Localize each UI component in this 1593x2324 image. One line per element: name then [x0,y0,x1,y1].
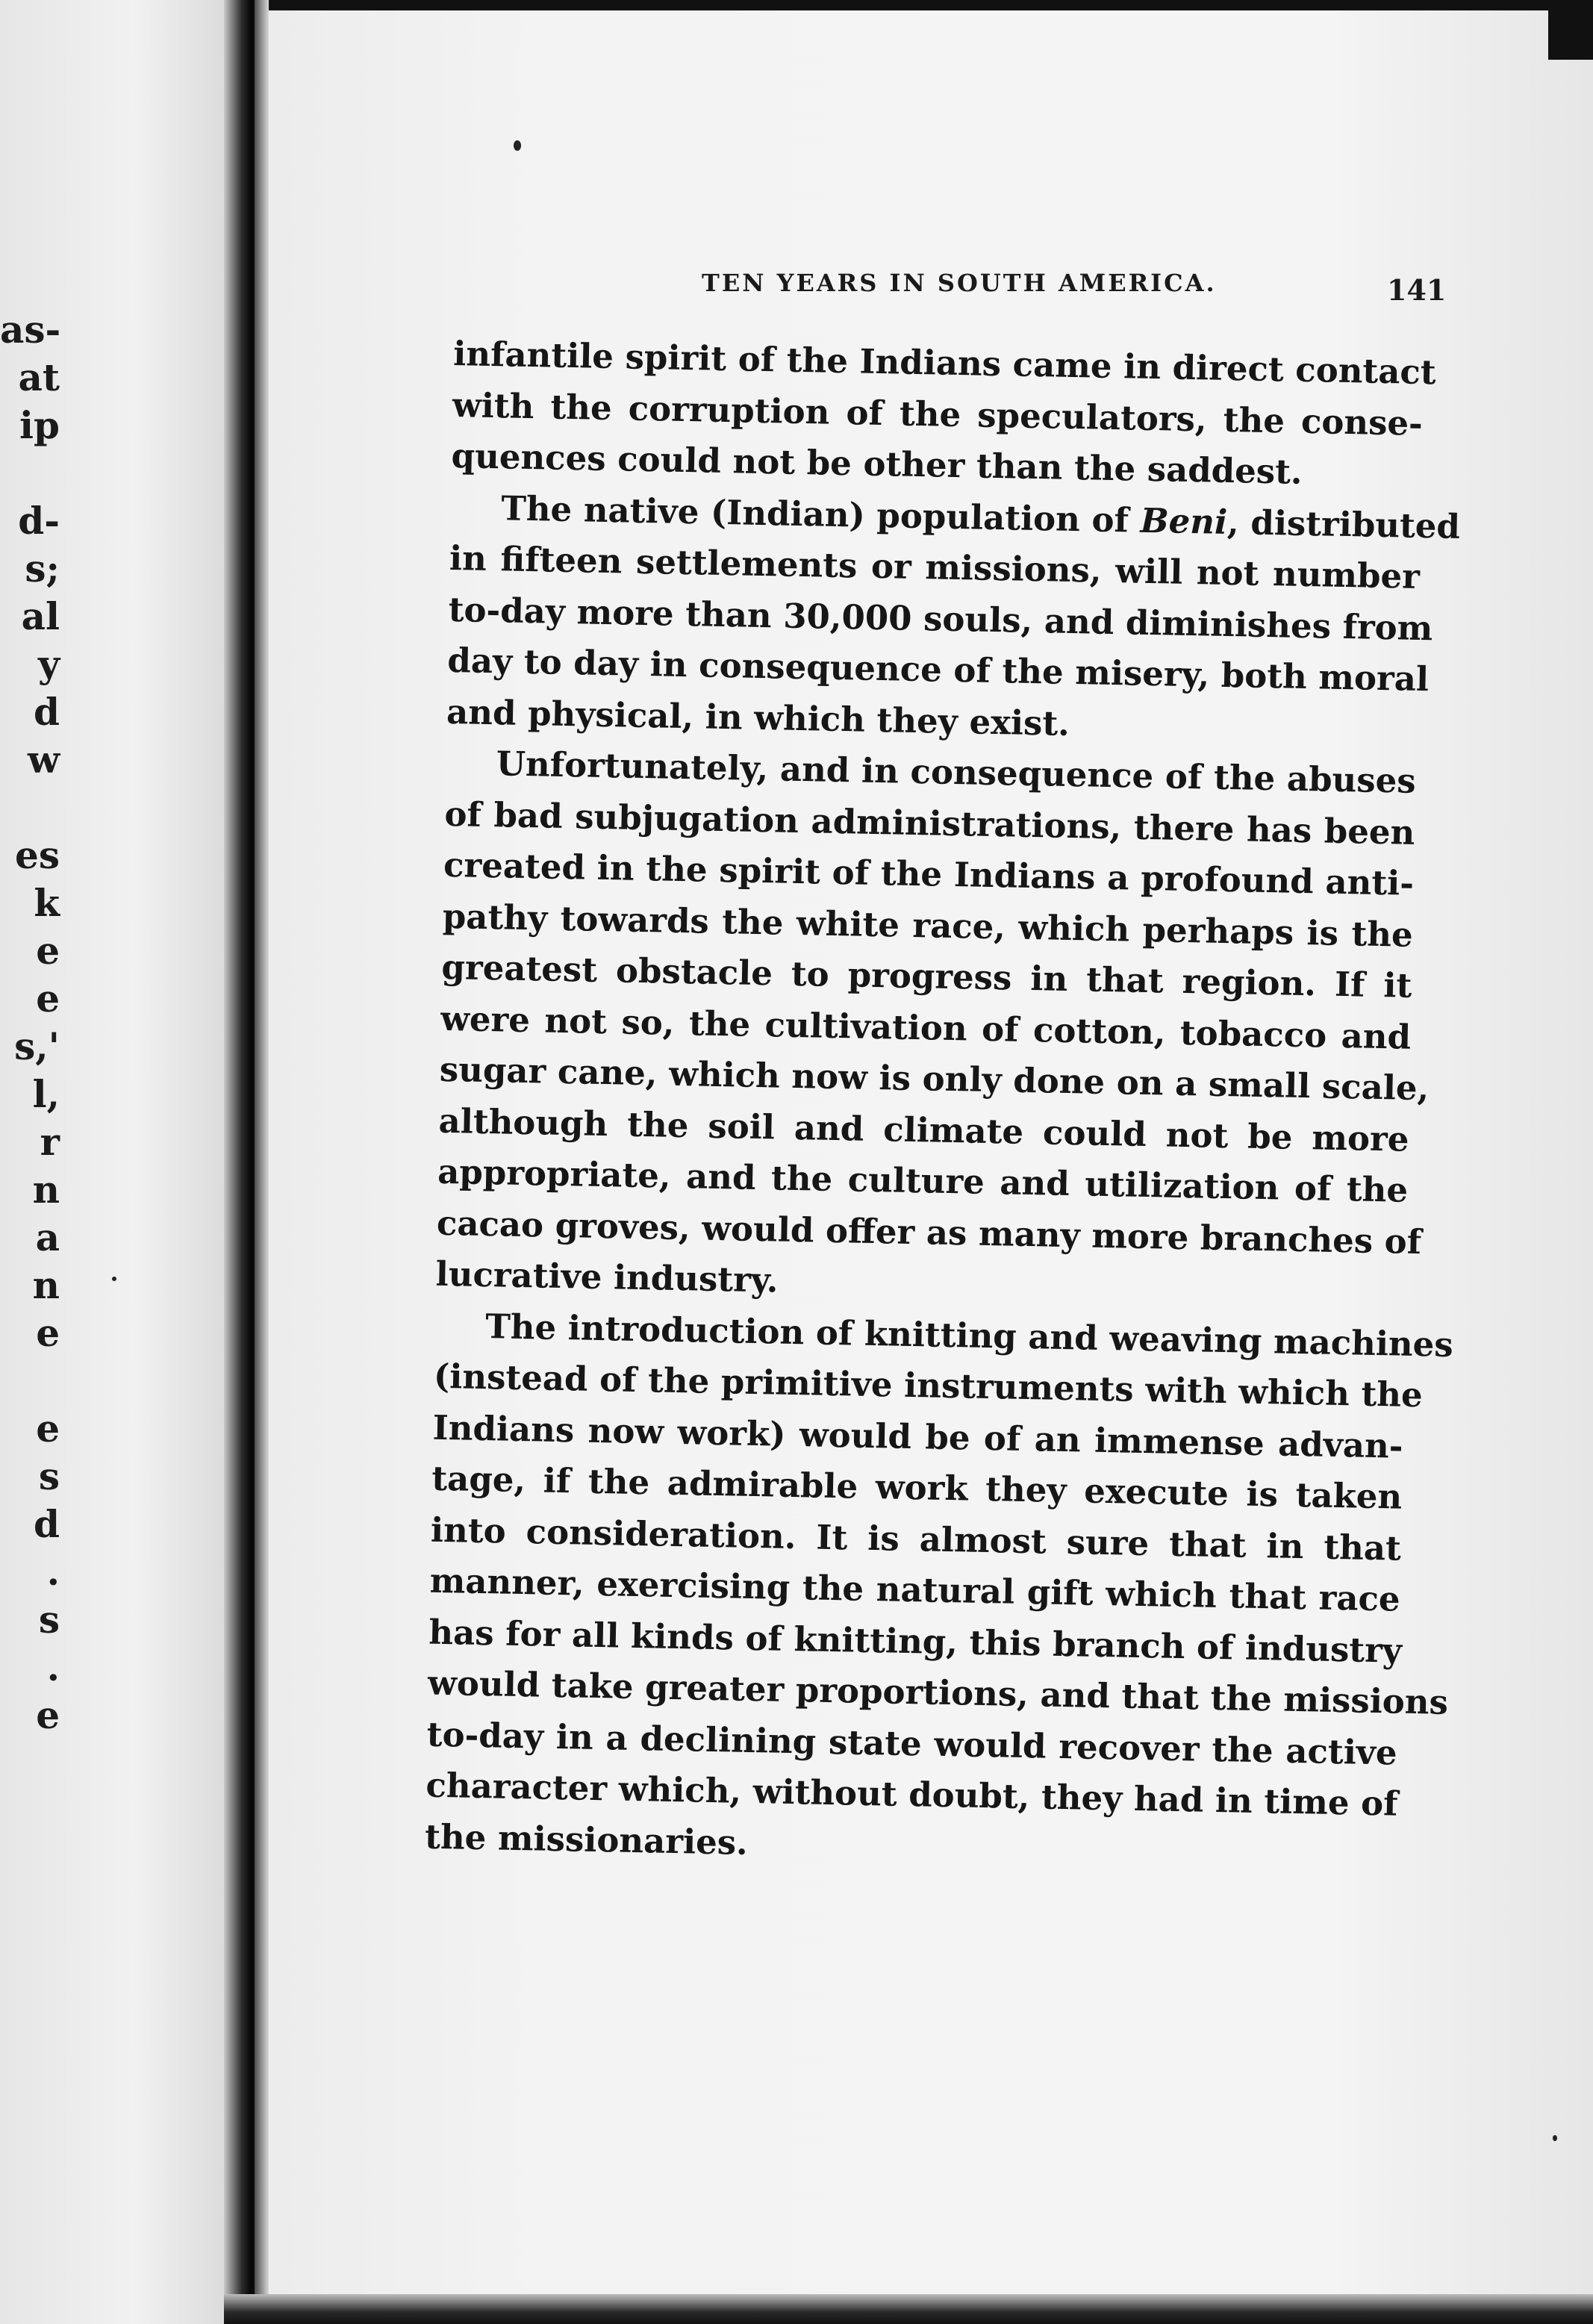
page-top-edge [269,0,1593,10]
book-gutter [224,0,269,2324]
page-bottom-edge [224,2294,1593,2324]
left-fragment: k [34,881,60,925]
text-line: infantile spirit of the Indians came in direct contact [452,333,1437,393]
left-fragment: e [36,1406,60,1451]
left-fragment: d- [18,499,60,543]
text-segment: The native (Indian) population of [500,487,1129,540]
body-text [424,328,1461,1881]
left-fragment: s; [25,546,60,591]
text-line: although the soil and climate could not be more [438,1100,1409,1159]
left-fragment: l, [32,1072,60,1116]
left-fragment: s,' [14,1024,60,1068]
text-line: cacao groves, would offer as many more branches of [436,1203,1422,1262]
text-line: of bad subjugation administrations, there has been [444,794,1415,853]
ink-speck [514,140,521,151]
left-fragment [0,1357,60,1405]
text-line: has for all kinds of knitting, this branch of industry [428,1612,1403,1671]
left-fragment: n [32,1168,60,1212]
left-fragment: e [36,929,60,973]
text-line: were not so, the cultivation of cotton, tobacco and [440,998,1412,1057]
text-line: tage, if the admirable work they execute is taken [431,1458,1403,1517]
left-fragment: s [38,1454,60,1498]
text-line: sugar cane, which now is only done on a small scale, [439,1049,1430,1109]
running-head: TEN YEARS IN SOUTH AMERICA. [702,269,1217,297]
gutter-shadow-line [249,0,255,2324]
left-page-text-fragments [0,306,60,1739]
italic-place-name: Beni [1140,500,1228,542]
left-fragment: r [40,1120,60,1164]
left-fragment: a [35,1215,60,1259]
left-fragment: e [36,1693,60,1737]
text-segment: , distributed [1226,502,1461,546]
page-number: 141 [1387,273,1447,307]
text-line: would take greater proportions, and that the missions [427,1663,1449,1722]
text-line: created in the spirit of the Indians a profound anti- [443,844,1415,903]
left-fragment [0,784,60,832]
left-fragment: e [36,1311,60,1355]
text-line: Indians now work) would be of an immense advan- [432,1407,1404,1466]
left-fragment: es [15,833,60,877]
text-line: greatest obstacle to progress in that region. If it [441,947,1412,1006]
text-line: quences could not be other than the saddest. [451,435,1303,492]
left-fragment: al [21,594,60,638]
text-line: pathy towards the white race, which perhaps is the [442,896,1414,955]
text-line: The introduction of knitting and weaving machines [484,1306,1454,1365]
text-line: lucrative industry. [435,1253,779,1300]
text-line: (instead of the primitive instruments with which the [433,1356,1424,1415]
text-line: manner, exercising the natural gift which that race [429,1560,1401,1619]
text-line: day to day in consequence of the misery, both moral [446,640,1430,700]
ink-speck [1553,2135,1557,2141]
left-fragment: s [38,1598,60,1642]
text-line: appropriate, and the culture and utilization of the [437,1151,1409,1210]
left-facing-page [0,0,224,2324]
page-corner-shadow [1548,0,1593,60]
ink-speck [112,1277,116,1281]
text-line: to-day more than 30,000 souls, and diminishes from [448,589,1433,648]
left-fragment: n [32,1263,60,1307]
left-fragment: . [46,1645,60,1689]
left-fragment: ip [19,403,60,447]
text-line: Unfortunately, and in consequence of the abuses [496,744,1417,801]
text-line: and physical, in which they exist. [446,691,1070,744]
left-fragment: d [34,1502,60,1546]
left-fragment: as- [0,308,61,352]
left-fragment: at [18,355,60,399]
left-fragment: . [46,1550,60,1594]
left-fragment: d [34,690,60,734]
text-line: in fifteen settlements or missions, will not number [449,538,1421,596]
text-line: with the corruption of the speculators, the conse- [452,384,1424,443]
text-line: the missionaries. [424,1816,749,1863]
left-fragment [0,449,60,497]
left-fragment: w [27,738,60,782]
text-line: to-day in a declining state would recover the active [426,1714,1398,1773]
text-line: into consideration. It is almost sure that in that [430,1510,1402,1568]
left-fragment: y [37,642,60,686]
text-line: character which, without doubt, they had in time of [425,1765,1399,1824]
left-fragment: e [36,976,60,1021]
